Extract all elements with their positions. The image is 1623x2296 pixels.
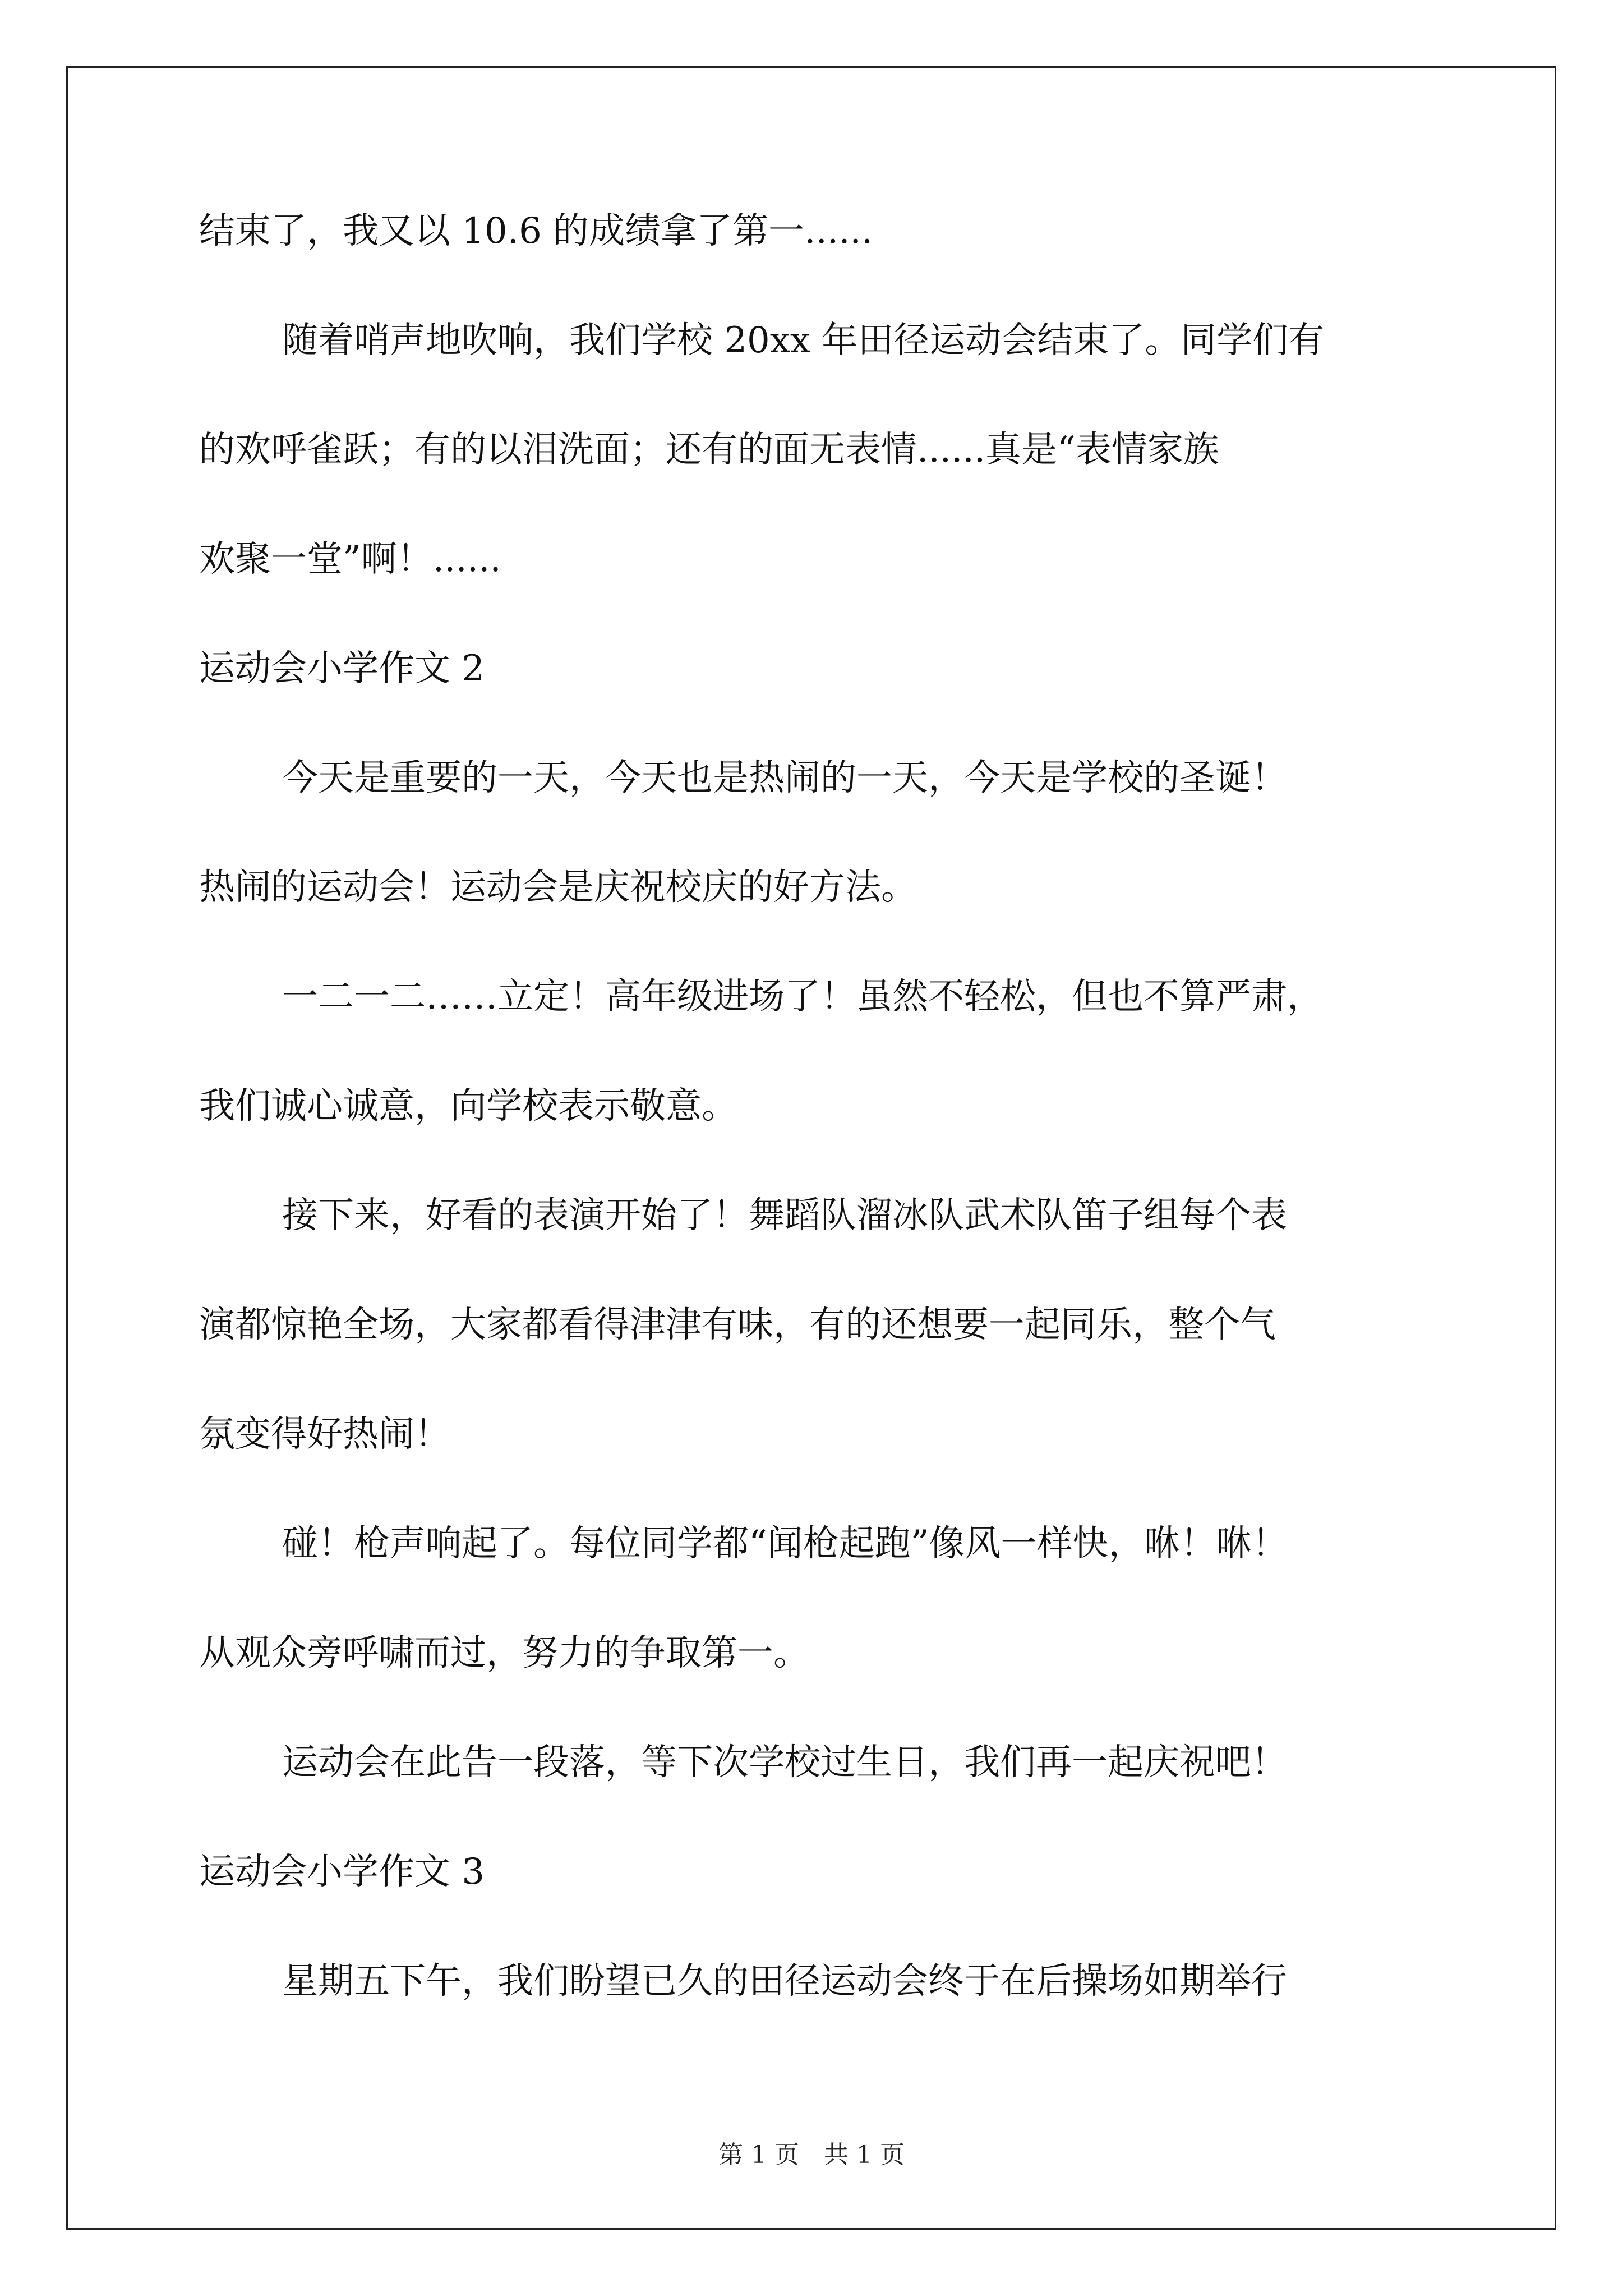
text-line: 我们诚心诚意，向学校表示敬意。 [199,1085,737,1127]
paragraph-line: 运动会在此告一段落，等下次学校过生日，我们再一起庆祝吧！ [282,1742,1287,1783]
paragraph-line: 接下来，好看的表演开始了！舞蹈队溜冰队武术队笛子组每个表 [282,1195,1287,1236]
page-number: 第 1 页 共 1 页 [718,2141,905,2169]
text-line: 演都惊艳全场，大家都看得津津有味，有的还想要一起同乐，整个气 [199,1304,1276,1346]
text-line: 欢聚一堂”啊！...... [199,539,501,580]
paragraph-line: 星期五下午，我们盼望已久的田径运动会终于在后操场如期举行 [282,1961,1287,2002]
text-line: 热闹的运动会！运动会是庆祝校庆的好方法。 [199,867,917,908]
section-heading: 运动会小学作文 3 [199,1851,485,1893]
paragraph-line: 碰！枪声响起了。每位同学都“闻枪起跑”像风一样快，咻！咻！ [282,1523,1288,1565]
text-line: 从观众旁呼啸而过，努力的争取第一。 [199,1632,809,1674]
paragraph-line: 今天是重要的一天，今天也是热闹的一天，今天是学校的圣诞！ [282,757,1287,799]
section-heading: 运动会小学作文 2 [199,648,485,689]
text-line: 氛变得好热闹！ [199,1414,450,1455]
text-line: 结束了，我又以 10.6 的成绩拿了第一...... [199,210,873,252]
page-border [66,66,1556,2230]
paragraph-line: 一二一二……立定！高年级进场了！虽然不轻松，但也不算严肃， [282,976,1323,1018]
paragraph-line: 随着哨声地吹响，我们学校 20xx 年田径运动会结束了。同学们有 [282,320,1325,361]
text-line: 的欢呼雀跃；有的以泪洗面；还有的面无表情......真是“表情家族 [199,429,1219,471]
